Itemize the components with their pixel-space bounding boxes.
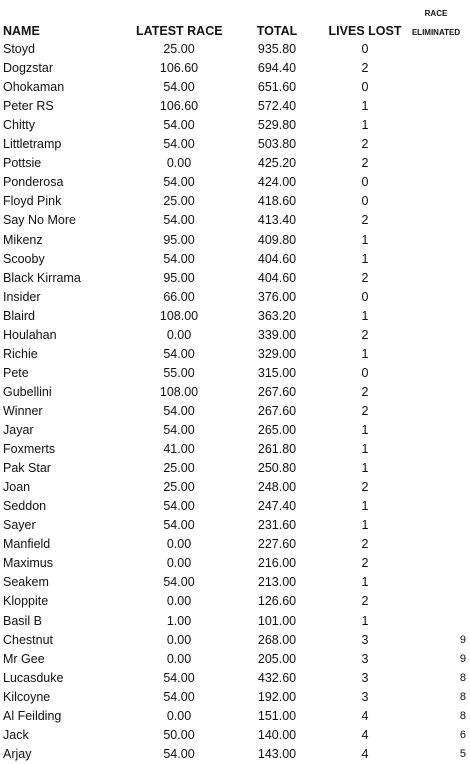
race-eliminated: 5 xyxy=(459,747,466,760)
latest-race-score: 54.00 xyxy=(163,499,195,514)
latest-race-score: 0.00 xyxy=(166,556,192,571)
lives-lost: 3 xyxy=(361,632,369,647)
latest-race-score: 54.00 xyxy=(163,670,195,685)
race-eliminated: 6 xyxy=(459,728,466,741)
player-name: Stoyd xyxy=(3,42,35,56)
player-name: Pak Star xyxy=(3,461,51,476)
lives-lost: 2 xyxy=(361,384,369,399)
table-row xyxy=(0,535,470,554)
table-row xyxy=(0,116,470,135)
total-score: 250.80 xyxy=(257,461,297,476)
lives-lost: 0 xyxy=(361,365,369,380)
total-score: 265.00 xyxy=(257,423,297,437)
race-eliminated: 9 xyxy=(459,633,466,646)
latest-race-score: 0.00 xyxy=(166,632,192,647)
table-row xyxy=(0,97,470,116)
lives-lost: 2 xyxy=(361,403,369,418)
latest-race-score: 54.00 xyxy=(163,118,195,133)
lives-lost: 1 xyxy=(361,499,369,514)
lives-lost: 1 xyxy=(361,442,369,457)
player-name: Arjay xyxy=(3,746,32,761)
table-row xyxy=(0,173,470,192)
total-score: 418.60 xyxy=(257,194,297,209)
player-name: Say No More xyxy=(3,213,76,228)
table-row xyxy=(0,669,470,688)
lives-lost: 2 xyxy=(361,556,369,571)
player-name: Dogzstar xyxy=(3,61,54,76)
player-name: Floyd Pink xyxy=(3,194,62,209)
latest-race-score: 54.00 xyxy=(163,213,195,228)
lives-lost: 2 xyxy=(361,327,369,342)
table-row xyxy=(0,592,470,611)
latest-race-score: 0.00 xyxy=(166,156,192,171)
header-latest-race: LATEST RACE xyxy=(136,24,223,38)
latest-race-score: 1.00 xyxy=(166,613,192,628)
header-race-eliminated-top: RACE xyxy=(424,9,448,18)
table-row xyxy=(0,497,470,516)
player-name: Kilcoyne xyxy=(3,689,51,704)
total-score: 339.00 xyxy=(257,327,297,342)
race-eliminated: 8 xyxy=(459,671,466,684)
player-name: Winner xyxy=(3,403,43,418)
player-name: Chestnut xyxy=(3,632,54,647)
latest-race-score: 25.00 xyxy=(163,480,195,495)
table-row xyxy=(0,745,470,764)
table-row xyxy=(0,440,470,459)
player-name: Al Feilding xyxy=(3,708,62,723)
total-score: 413.40 xyxy=(257,213,297,228)
lives-lost: 2 xyxy=(361,270,369,285)
lives-lost: 4 xyxy=(361,746,369,761)
table-row xyxy=(0,726,470,745)
lives-lost: 1 xyxy=(361,575,369,590)
table-row xyxy=(0,231,470,250)
table-row xyxy=(0,573,470,592)
total-score: 363.20 xyxy=(257,308,297,323)
table-row xyxy=(0,192,470,211)
latest-race-score: 0.00 xyxy=(166,708,192,723)
player-name: Maximus xyxy=(3,556,54,571)
total-score: 529.80 xyxy=(257,118,297,133)
lives-lost: 2 xyxy=(361,594,369,609)
latest-race-score: 106.60 xyxy=(159,99,199,114)
table-row xyxy=(0,402,470,421)
total-score: 503.80 xyxy=(257,137,297,152)
header-lives-lost: LIVES LOST xyxy=(328,24,402,38)
total-score: 376.00 xyxy=(257,289,297,304)
table-row xyxy=(0,78,470,97)
lives-lost: 2 xyxy=(361,137,369,152)
player-name: Peter RS xyxy=(3,99,54,114)
lives-lost: 4 xyxy=(361,727,369,742)
table-row xyxy=(0,421,470,440)
latest-race-score: 54.00 xyxy=(163,423,195,437)
lives-lost: 1 xyxy=(361,346,369,361)
table-row xyxy=(0,688,470,707)
player-name: Jayar xyxy=(3,423,34,437)
header-name: NAME xyxy=(3,24,40,38)
lives-lost: 2 xyxy=(361,480,369,495)
table-row xyxy=(0,516,470,535)
latest-race-score: 54.00 xyxy=(163,403,195,418)
table-row xyxy=(0,326,470,345)
table-row xyxy=(0,459,470,478)
total-score: 267.60 xyxy=(257,384,297,399)
lives-lost: 1 xyxy=(361,518,369,533)
total-score: 247.40 xyxy=(257,499,297,514)
total-score: 101.00 xyxy=(257,613,297,628)
lives-lost: 3 xyxy=(361,651,369,666)
table-row xyxy=(0,478,470,497)
player-name: Scooby xyxy=(3,251,45,266)
total-score: 404.60 xyxy=(257,270,297,285)
player-name: Seakem xyxy=(3,575,49,590)
table-row xyxy=(0,40,470,59)
total-score: 268.00 xyxy=(257,632,297,647)
total-score: 267.60 xyxy=(257,403,297,418)
lives-lost: 1 xyxy=(361,251,369,266)
table-row xyxy=(0,269,470,288)
total-score: 425.20 xyxy=(257,156,297,171)
player-name: Blaird xyxy=(3,308,35,323)
latest-race-score: 54.00 xyxy=(163,251,195,266)
latest-race-score: 41.00 xyxy=(163,442,195,457)
total-score: 205.00 xyxy=(257,651,297,666)
total-score: 651.60 xyxy=(257,80,297,95)
total-score: 151.00 xyxy=(257,708,297,723)
lives-lost: 1 xyxy=(361,308,369,323)
latest-race-score: 95.00 xyxy=(163,270,195,285)
total-score: 126.60 xyxy=(257,594,297,609)
table-row xyxy=(0,364,470,383)
total-score: 409.80 xyxy=(257,232,297,247)
player-name: Houlahan xyxy=(3,327,57,342)
lives-lost: 1 xyxy=(361,99,369,114)
player-name: Seddon xyxy=(3,499,47,514)
lives-lost: 1 xyxy=(361,232,369,247)
header-race-eliminated-bottom: ELIMINATED xyxy=(411,28,461,37)
total-score: 140.00 xyxy=(257,727,297,742)
latest-race-score: 108.00 xyxy=(159,384,199,399)
total-score: 143.00 xyxy=(257,746,297,761)
player-name: Richie xyxy=(3,346,38,361)
latest-race-score: 95.00 xyxy=(163,232,195,247)
table-row xyxy=(0,383,470,402)
lives-lost: 2 xyxy=(361,537,369,552)
lives-lost: 2 xyxy=(361,61,369,76)
race-eliminated: 8 xyxy=(459,709,466,722)
total-score: 227.60 xyxy=(257,537,297,552)
latest-race-score: 0.00 xyxy=(166,327,192,342)
table-row xyxy=(0,154,470,173)
total-score: 231.60 xyxy=(257,518,297,533)
latest-race-score: 0.00 xyxy=(166,537,192,552)
total-score: 248.00 xyxy=(257,480,297,495)
latest-race-score: 66.00 xyxy=(163,289,195,304)
latest-race-score: 0.00 xyxy=(166,594,192,609)
table-row xyxy=(0,211,470,230)
lives-lost: 1 xyxy=(361,461,369,476)
race-eliminated: 8 xyxy=(459,690,466,703)
total-score: 404.60 xyxy=(257,251,297,266)
lives-lost: 0 xyxy=(361,42,369,56)
table-row xyxy=(0,345,470,364)
latest-race-score: 54.00 xyxy=(163,137,195,152)
total-score: 192.00 xyxy=(257,689,297,704)
player-name: Lucasduke xyxy=(3,670,64,685)
player-name: Ponderosa xyxy=(3,175,64,190)
latest-race-score: 54.00 xyxy=(163,80,195,95)
table-row xyxy=(0,288,470,307)
table-row xyxy=(0,707,470,726)
lives-lost: 1 xyxy=(361,613,369,628)
table-row xyxy=(0,250,470,269)
total-score: 213.00 xyxy=(257,575,297,590)
player-name: Black Kirrama xyxy=(3,270,81,285)
latest-race-score: 25.00 xyxy=(163,194,195,209)
lives-lost: 0 xyxy=(361,175,369,190)
player-name: Basil B xyxy=(3,613,42,628)
player-name: Littletramp xyxy=(3,137,62,152)
latest-race-score: 54.00 xyxy=(163,689,195,704)
player-name: Ohokaman xyxy=(3,80,65,95)
total-score: 572.40 xyxy=(257,99,297,114)
latest-race-score: 25.00 xyxy=(163,42,195,56)
table-row xyxy=(0,554,470,573)
lives-lost: 2 xyxy=(361,156,369,171)
latest-race-score: 0.00 xyxy=(166,651,192,666)
table-row xyxy=(0,612,470,631)
player-name: Foxmerts xyxy=(3,442,56,457)
lives-lost: 2 xyxy=(361,213,369,228)
lives-lost: 3 xyxy=(361,689,369,704)
table-row xyxy=(0,631,470,650)
total-score: 261.80 xyxy=(257,442,297,457)
table-row xyxy=(0,59,470,78)
latest-race-score: 54.00 xyxy=(163,746,195,761)
race-eliminated: 9 xyxy=(459,652,466,665)
total-score: 935.80 xyxy=(257,42,297,56)
latest-race-score: 50.00 xyxy=(163,727,195,742)
lives-lost: 1 xyxy=(361,118,369,133)
lives-lost: 1 xyxy=(361,423,369,437)
lives-lost: 3 xyxy=(361,670,369,685)
table-row xyxy=(0,307,470,326)
total-score: 329.00 xyxy=(257,346,297,361)
latest-race-score: 25.00 xyxy=(163,461,195,476)
player-name: Gubellini xyxy=(3,384,52,399)
player-name: Pete xyxy=(3,365,29,380)
latest-race-score: 54.00 xyxy=(163,346,195,361)
header-total: TOTAL xyxy=(256,24,298,38)
player-name: Sayer xyxy=(3,518,36,533)
latest-race-score: 54.00 xyxy=(163,575,195,590)
table-row xyxy=(0,135,470,154)
latest-race-score: 54.00 xyxy=(163,175,195,190)
lives-lost: 0 xyxy=(361,80,369,95)
player-name: Joan xyxy=(3,480,31,495)
player-name: Manfield xyxy=(3,537,51,552)
latest-race-score: 55.00 xyxy=(163,365,195,380)
total-score: 424.00 xyxy=(257,175,297,190)
player-name: Pottsie xyxy=(3,156,42,171)
total-score: 315.00 xyxy=(257,365,297,380)
player-name: Insider xyxy=(3,289,41,304)
lives-lost: 0 xyxy=(361,194,369,209)
player-name: Mr Gee xyxy=(3,651,45,666)
player-name: Chitty xyxy=(3,118,35,133)
player-name: Mikenz xyxy=(3,232,43,247)
total-score: 216.00 xyxy=(257,556,297,571)
latest-race-score: 108.00 xyxy=(159,308,199,323)
player-name: Kloppite xyxy=(3,594,49,609)
latest-race-score: 106.60 xyxy=(159,61,199,76)
total-score: 432.60 xyxy=(257,670,297,685)
table-row xyxy=(0,650,470,669)
latest-race-score: 54.00 xyxy=(163,518,195,533)
total-score: 694.40 xyxy=(257,61,297,76)
lives-lost: 4 xyxy=(361,708,369,723)
player-name: Jack xyxy=(3,727,29,742)
lives-lost: 0 xyxy=(361,289,369,304)
